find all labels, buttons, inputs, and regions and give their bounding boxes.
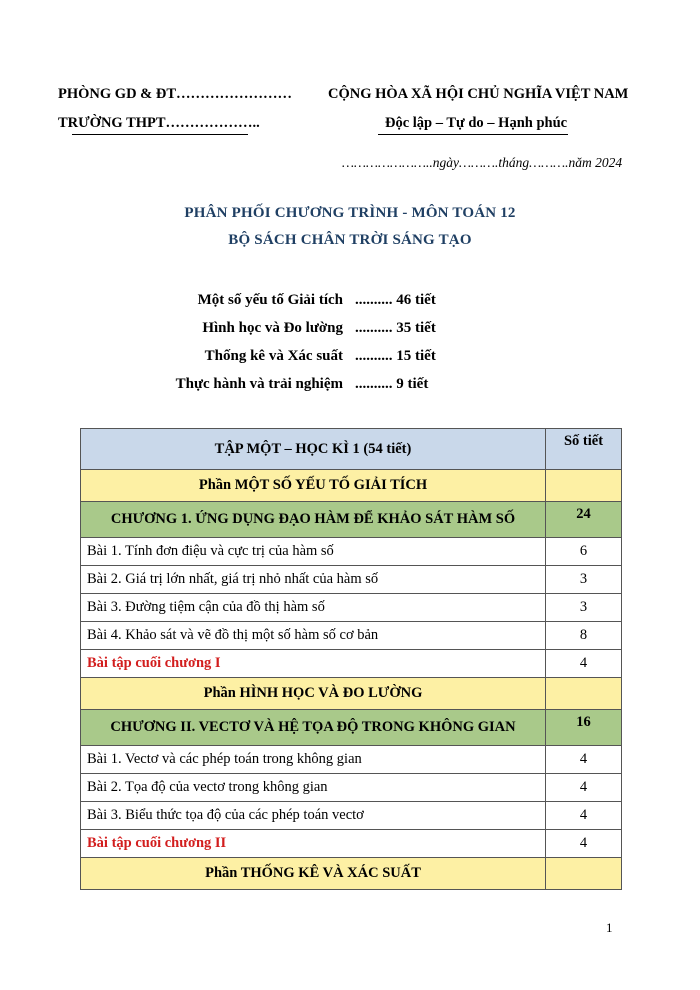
summary-label: Một số yếu tố Giải tích bbox=[197, 292, 343, 308]
lesson-row bbox=[81, 802, 622, 830]
lesson-title: Bài 1. Vectơ và các phép toán trong không gian bbox=[81, 746, 546, 774]
exercise-title: Bài tập cuối chương II bbox=[81, 830, 546, 858]
chapter-count: 16 bbox=[546, 710, 622, 746]
summary-value: .......... 15 tiết bbox=[355, 348, 436, 364]
chapter-row bbox=[81, 502, 622, 538]
lesson-count: 3 bbox=[546, 594, 622, 622]
summary-label: Hình học và Đo lường bbox=[202, 320, 343, 336]
document-subtitle: BỘ SÁCH CHÂN TRỜI SÁNG TẠO bbox=[228, 232, 472, 248]
chapter-title: CHƯƠNG 1. ỨNG DỤNG ĐẠO HÀM ĐỂ KHẢO SÁT HÀM SỐ bbox=[81, 502, 546, 538]
part-title: Phần THỐNG KÊ VÀ XÁC SUẤT bbox=[81, 858, 546, 890]
page-number: 1 bbox=[606, 920, 613, 935]
exercise-count: 4 bbox=[546, 830, 622, 858]
lesson-row bbox=[81, 566, 622, 594]
motto-underline bbox=[378, 134, 568, 135]
department-label: PHÒNG GD & ĐT…………………… bbox=[58, 86, 293, 102]
part-count bbox=[546, 678, 622, 710]
chapter-title: CHƯƠNG II. VECTƠ VÀ HỆ TỌA ĐỘ TRONG KHÔNG GIAN bbox=[81, 710, 546, 746]
summary-value: .......... 9 tiết bbox=[355, 376, 429, 392]
part-count bbox=[546, 858, 622, 890]
lesson-title: Bài 2. Tọa độ của vectơ trong không gian bbox=[81, 774, 546, 802]
chapter-count: 24 bbox=[546, 502, 622, 538]
lesson-title: Bài 1. Tính đơn điệu và cực trị của hàm số bbox=[81, 538, 546, 566]
table-header-row bbox=[81, 429, 622, 470]
summary-value: .......... 35 tiết bbox=[355, 320, 436, 336]
lesson-count: 4 bbox=[546, 802, 622, 830]
lesson-count: 8 bbox=[546, 622, 622, 650]
summary-row bbox=[0, 320, 700, 342]
lesson-count: 4 bbox=[546, 774, 622, 802]
part-title: Phần MỘT SỐ YẾU TỐ GIẢI TÍCH bbox=[81, 470, 546, 502]
lesson-row bbox=[81, 774, 622, 802]
lesson-row bbox=[81, 622, 622, 650]
date-line: …………………..ngày……….tháng……….năm 2024 bbox=[342, 155, 623, 170]
lesson-row bbox=[81, 538, 622, 566]
summary-label: Thống kê và Xác suất bbox=[204, 348, 343, 364]
lesson-title: Bài 4. Khảo sát và vẽ đồ thị một số hàm số cơ bản bbox=[81, 622, 546, 650]
summary-row bbox=[0, 348, 700, 370]
summary-value: .......... 46 tiết bbox=[355, 292, 436, 308]
lesson-count: 4 bbox=[546, 746, 622, 774]
summary-label: Thực hành và trải nghiệm bbox=[175, 376, 343, 392]
exercise-row bbox=[81, 650, 622, 678]
lesson-title: Bài 2. Giá trị lớn nhất, giá trị nhỏ nhất của hàm số bbox=[81, 566, 546, 594]
part-row bbox=[81, 678, 622, 710]
exercise-title: Bài tập cuối chương I bbox=[81, 650, 546, 678]
part-count bbox=[546, 470, 622, 502]
lesson-row bbox=[81, 746, 622, 774]
country-name: CỘNG HÒA XÃ HỘI CHỦ NGHĨA VIỆT NAM bbox=[328, 86, 629, 102]
lesson-title: Bài 3. Đường tiệm cận của đồ thị hàm số bbox=[81, 594, 546, 622]
curriculum-table bbox=[80, 428, 622, 890]
lesson-count: 3 bbox=[546, 566, 622, 594]
chapter-row bbox=[81, 710, 622, 746]
lesson-row bbox=[81, 594, 622, 622]
exercise-row bbox=[81, 830, 622, 858]
exercise-count: 4 bbox=[546, 650, 622, 678]
lesson-count: 6 bbox=[546, 538, 622, 566]
summary-row bbox=[0, 376, 700, 398]
school-underline bbox=[72, 134, 248, 135]
lesson-title: Bài 3. Biểu thức tọa độ của các phép toán vectơ bbox=[81, 802, 546, 830]
document-title: PHÂN PHỐI CHƯƠNG TRÌNH - MÔN TOÁN 12 bbox=[184, 205, 516, 221]
part-row bbox=[81, 858, 622, 890]
school-label: TRƯỜNG THPT……………….. bbox=[58, 115, 260, 131]
motto: Độc lập – Tự do – Hạnh phúc bbox=[385, 115, 568, 131]
part-title: Phần HÌNH HỌC VÀ ĐO LƯỜNG bbox=[81, 678, 546, 710]
summary-row bbox=[0, 292, 700, 314]
table-header-count: Số tiết bbox=[546, 429, 622, 470]
table-header-title: TẬP MỘT – HỌC KÌ 1 (54 tiết) bbox=[81, 429, 546, 470]
part-row bbox=[81, 470, 622, 502]
